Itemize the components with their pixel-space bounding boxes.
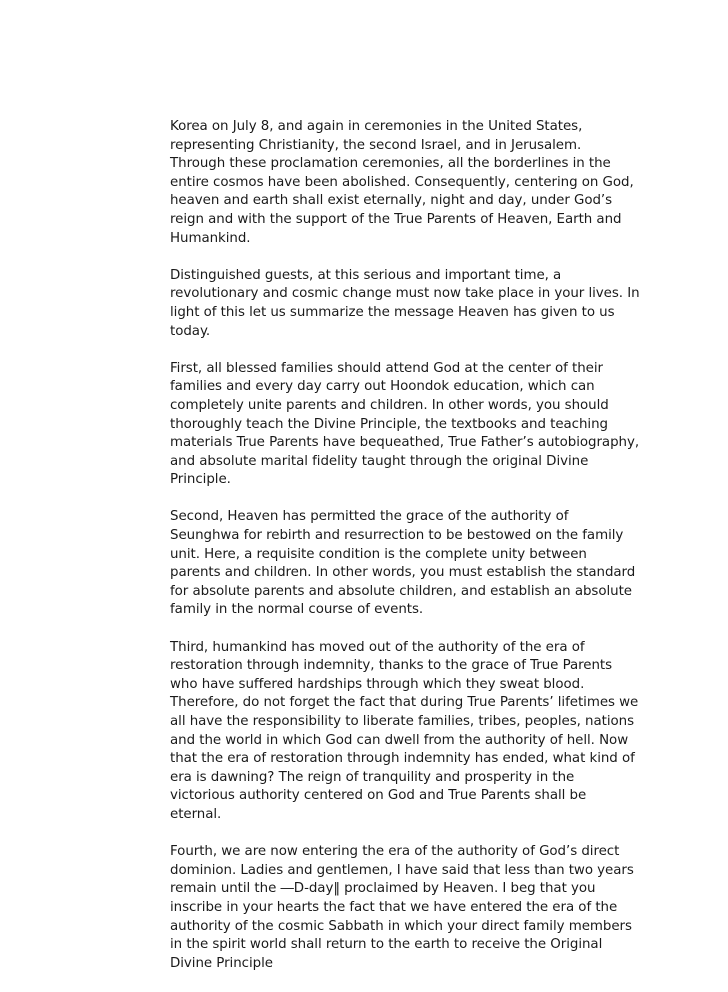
document-body xyxy=(170,118,640,992)
paragraph-5: Third, humankind has moved out of the authority of the era of restoration through indemnity, thanks to the grace of True Parents who have suffered hardships through which they sweat blood. Therefore, do not forget the fact that during True Parents’ lifetimes we all have the responsibility to liberate families, tribes, peoples, nations and the world in which God can dwell from the authority of hell. Now that the era of restoration through indemnity has ended, what kind of era is dawning? The reign of tranquility and prosperity in the victorious authority centered on God and True Parents shall be eternal. xyxy=(170,639,639,822)
paragraph-2: Distinguished guests, at this serious and important time, a revolutionary and cosmic change must now take place in your lives. In light of this let us summarize the message Heaven has given to us today. xyxy=(170,267,640,339)
paragraph-3: First, all blessed families should attend God at the center of their families and every day carry out Hoondok education, which can completely unite parents and children. In other words, you should thoroughly teach the Divine Principle, the textbooks and teaching materials True Parents have bequeathed, True Father’s autobiography, and absolute marital fidelity taught through the original Divine Principle. xyxy=(170,360,640,488)
paragraph-1: Korea on July 8, and again in ceremonies in the United States, representing Christianity, the second Israel, and in Jerusalem. Through these proclamation ceremonies, all the borderlines in the entire cosmos have been abolished. Consequently, centering on God, heaven and earth shall exist eternally, night and day, under God’s reign and with the support of the True Parents of Heaven, Earth and Humankind. xyxy=(170,119,634,246)
paragraph-6: Fourth, we are now entering the era of the authority of God’s direct dominion. Ladies and gentlemen, I have said that less than two years remain until the ―D-day‖ proclaimed by Heaven. I beg that you inscribe in your hearts the fact that we have entered the era of the authority of the cosmic Sabbath in which your direct family members in the spirit world shall return to the earth to receive the Original Divine Principle xyxy=(170,844,634,971)
paragraph-4: Second, Heaven has permitted the grace of the authority of Seunghwa for rebirth and resurrection to be bestowed on the family unit. Here, a requisite condition is the complete unity between parents and children. In other words, you must establish the standard for absolute parents and absolute children, and establish an absolute family in the normal course of events. xyxy=(170,509,636,618)
